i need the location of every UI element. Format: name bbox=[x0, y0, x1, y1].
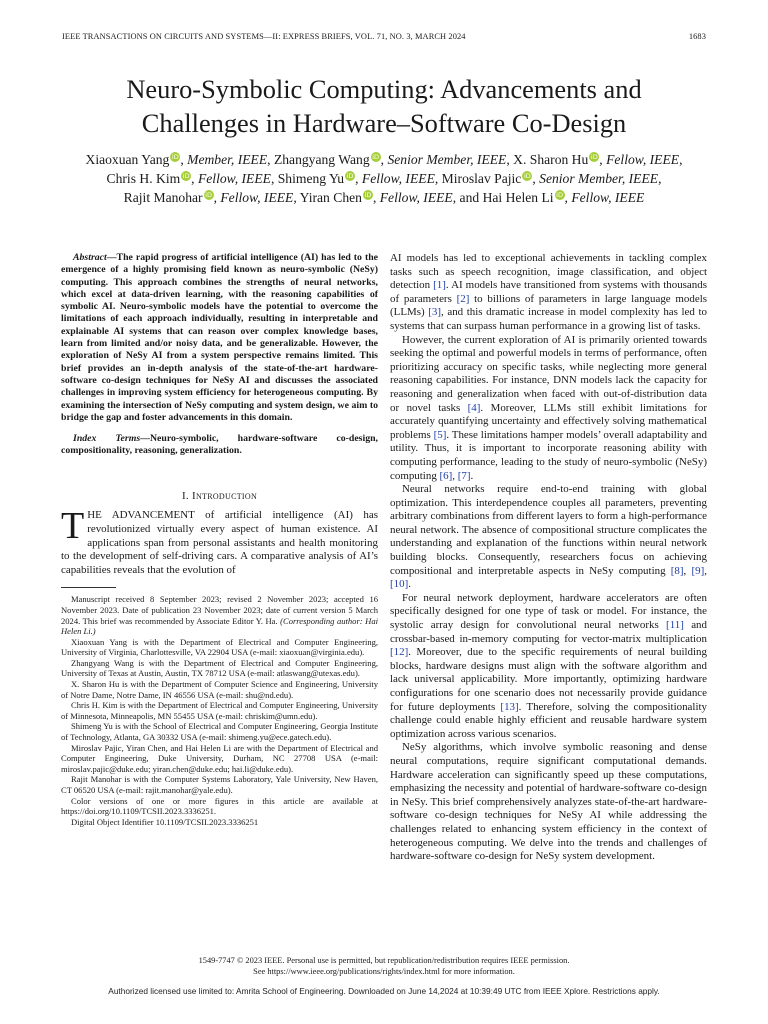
section-heading bbox=[61, 490, 378, 504]
author-name: Zhangyang Wang bbox=[273, 152, 370, 167]
footnote-affiliation: Miroslav Pajic, Yiran Chen, and Hai Helen Li are with the Department of Electrical and Computer Engineering, Duke University, Durham, NC 27708 USA (e-mail: miroslav.pajic@duke.edu; yiran.chen@duke.edu; hai.li@duke.edu). bbox=[61, 742, 378, 774]
body-text: , bbox=[452, 469, 458, 482]
author-role: Fellow, IEEE bbox=[197, 171, 271, 186]
body-text: . bbox=[408, 578, 411, 591]
corresponding-author: (Corresponding author: Hai Helen Li.) bbox=[61, 615, 378, 637]
author-role: Fellow, IEEE bbox=[606, 152, 680, 167]
footnote-affiliation: Zhangyang Wang is with the Department of Electrical and Computer Engineering, University of Texas at Austin, Austin, TX 78712 USA (e-mail: atlaswang@utexas.edu). bbox=[61, 657, 378, 679]
author-role: Fellow, IEEE bbox=[361, 171, 435, 186]
orcid-icon[interactable]: iD bbox=[182, 172, 190, 180]
citation-link[interactable]: [2] bbox=[456, 292, 470, 305]
citation-link[interactable]: [11] bbox=[666, 619, 684, 632]
footnote-affiliation: Shimeng Yu is with the School of Electrical and Computer Engineering, Georgia Institute of Technology, Atlanta, GA 30332 USA (e-mail: shimeng.yu@ece.gatech.edu). bbox=[61, 721, 378, 743]
author-name: Miroslav Pajic bbox=[441, 171, 522, 186]
author-role: Fellow, IEEE bbox=[379, 190, 453, 205]
author-name: X. Sharon Hu bbox=[513, 152, 589, 167]
left-column bbox=[61, 252, 378, 827]
body-paragraph bbox=[390, 334, 707, 484]
intro-text: HE ADVANCEMENT of artificial intelligence (AI) has revolutionized virtually every aspect of human existence. AI applications span from personal assistants and health monitoring to the development of self-driving cars. A comparative analysis of AI’s capabilities reveals that the evolution of bbox=[61, 509, 378, 576]
footnote-text: Manuscript received 8 September 2023; revised 2 November 2023; accepted 16 November 2023. Date of publication 23 November 2023; date of current version 5 March 2024. This brief was recommended by Associate Editor Y. Ha. bbox=[61, 594, 378, 626]
citation-link[interactable]: [5] bbox=[433, 428, 447, 441]
body-text: . Therefore, solving the compositionality challenge could enable highly efficient and reusable hardware system optimization across various scenarios. bbox=[390, 700, 707, 740]
citation-link[interactable]: [12] bbox=[390, 646, 409, 659]
author-role: Senior Member, IEEE bbox=[539, 171, 659, 186]
rights-link[interactable]: See https://www.ieee.org/publications/rights/index.html for more information. bbox=[253, 967, 515, 976]
orcid-icon[interactable]: iD bbox=[346, 172, 354, 180]
intro-paragraph bbox=[61, 505, 378, 577]
orcid-icon[interactable]: iD bbox=[171, 153, 179, 161]
abstract-text: —The rapid progress of artificial intelligence (AI) has led to the emergence of a highly promising field known as neuro-symbolic (NeSy) computing. This approach combines the strengths of neural networks, which excel at data-driven learning, with the reasoning capabilities of symbolic AI. Neuro-symbolic models have the potential to overcome the limitations of each approach individually, resulting in interpretable and explainable AI systems that can reason over complex knowledge bases, learn from limited and/or noisy data, and be generalizable. However, the exploration of NeSy AI from a system perspective remains limited. This brief provides an in-depth analysis of the state-of-the-art hardware-software co-design techniques for NeSy AI and discusses the associated challenges in improving system efficiency for heterogeneous computing. By examining the intersection of NeSy computing and system design, we aim to bridge the gap and foster advancements in this domain. bbox=[61, 252, 378, 423]
orcid-icon[interactable]: iD bbox=[372, 153, 380, 161]
body-paragraph bbox=[390, 252, 707, 334]
section-title: Introduction bbox=[192, 489, 258, 502]
citation-link[interactable]: [6] bbox=[439, 469, 453, 482]
citation-link[interactable]: [10] bbox=[390, 578, 409, 591]
author-name: Chris H. Kim bbox=[106, 171, 181, 186]
body-text: For neural network deployment, hardware accelerators are often specifically designed for one type of task or model. For instance, the systolic array design for convolutional neural networks bbox=[390, 591, 707, 632]
author-line-2: Chris H. Kim iD , Fellow, IEEE, Shimeng Yu iD , Fellow, IEEE, Miroslav Pajic iD , Senior Member, IEEE, bbox=[106, 171, 662, 186]
body-text: . bbox=[470, 469, 474, 482]
body-text: However, the current exploration of AI is primarily oriented towards seeking the optimal and powerful models in terms of performance, often prioritizing accuracy on specific tasks, while neglecting more general reasoning capabilities. For instance, DNN models lack the capacity for reasoning and generalization when faced with out-of-distribution data or novel tasks bbox=[390, 333, 707, 414]
section-numeral: I. bbox=[181, 489, 189, 502]
citation-link[interactable]: [13] bbox=[500, 700, 519, 713]
citation-link[interactable]: [9] bbox=[691, 564, 705, 577]
author-name: Rajit Manohar bbox=[123, 190, 203, 205]
paper-title bbox=[40, 72, 728, 140]
body-text: and crossbar-based in-memory computing for vector-matrix multiplication bbox=[390, 619, 707, 645]
orcid-icon[interactable]: iD bbox=[523, 172, 531, 180]
body-text: , and this dramatic increase in model complexity has led to systems that can surpass human performance in a growing list of tasks. bbox=[390, 306, 707, 332]
index-terms-label: Index Terms bbox=[73, 433, 141, 445]
abstract bbox=[61, 252, 378, 424]
author-name: Yiran Chen bbox=[299, 190, 362, 205]
body-paragraph: NeSy algorithms, which involve symbolic reasoning and dense neural computations, require significant computational demands. Hardware acceleration can significantly speed up these computations, emphasizing the necessity and potential of hardware-software co-design in NeSy. This brief comprehensively analyzes state-of-the-art hardware-software co-design techniques for NeSy AI while addressing the challenges related to enhancing system efficiency in the context of heterogeneous computing. We delve into the trends and challenges of hardware-software co-design for NeSy system development. bbox=[390, 741, 707, 863]
citation-link[interactable]: [4] bbox=[467, 401, 481, 414]
body-text: . Moreover, due to the specific requirements of neural building blocks, hardware designs must align with the software algorithm and lack universal applicability. More importantly, optimizing hardware configurations for one scenario does not necessarily provide guidance for future deployments bbox=[390, 646, 707, 713]
title-line-1: Neuro-Symbolic Computing: Advancements and bbox=[126, 74, 642, 104]
author-list bbox=[48, 150, 720, 207]
abstract-label: Abstract bbox=[73, 252, 107, 263]
orcid-icon[interactable]: iD bbox=[590, 153, 598, 161]
body-text: . Moreover, LLMs still exhibit limitations for accurately quantifying uncertainty and effectively solving mathematical problems bbox=[390, 401, 707, 441]
orcid-icon[interactable]: iD bbox=[205, 191, 212, 199]
body-text: . AI models have transitioned from systems with thousands of parameters bbox=[390, 279, 707, 305]
footnote-affiliation: X. Sharon Hu is with the Department of Computer Science and Engineering, University of Notre Dame, Notre Dame, IN 46556 USA (e-mail: shu@nd.edu). bbox=[61, 679, 378, 700]
author-line-1: Xiaoxuan Yang iD , Member, IEEE, Zhangyang Wang iD , Senior Member, IEEE, X. Sharon Hu iD , Fellow, IEEE, bbox=[85, 152, 683, 167]
running-header: IEEE TRANSACTIONS ON CIRCUITS AND SYSTEMS—II: EXPRESS BRIEFS, VOL. 71, NO. 3, MARCH 2024 bbox=[62, 32, 466, 41]
page-number: 1683 bbox=[688, 32, 706, 41]
license-notice: Authorized licensed use limited to: Amrita School of Engineering. Downloaded on June 14,2024 at 10:39:49 UTC from IEEE Xplore. Restrictions apply. bbox=[108, 986, 660, 996]
footnote-affiliation: Xiaoxuan Yang is with the Department of Electrical and Computer Engineering, University of Virginia, Charlottesville, VA 22904 USA (e-mail: xiaoxuan@virginia.edu). bbox=[61, 636, 378, 658]
citation-link[interactable]: [3] bbox=[428, 306, 442, 319]
author-role: Senior Member, IEEE bbox=[387, 152, 507, 167]
footnote-color-versions: Color versions of one or more figures in this article are available at https://doi.org/10.1109/TCSII.2023.3336251. bbox=[61, 795, 378, 817]
author-role: Member, IEEE bbox=[187, 152, 268, 167]
footnote-affiliation: Chris H. Kim is with the Department of Electrical and Computer Engineering, University of Minnesota, Minneapolis, MN 55455 USA (e-mail: chriskim@umn.edu). bbox=[61, 700, 378, 721]
body-text: to billions of parameters in large language models (LLMs) bbox=[390, 292, 707, 319]
orcid-icon[interactable]: iD bbox=[556, 191, 563, 199]
body-text: , bbox=[704, 564, 708, 577]
footnote-manuscript bbox=[61, 594, 378, 636]
body-text: . These limitations hamper models’ overall adaptability and utility. Thus, it is important to incorporate reasoning ability with computing performance, leading to the study of neuro-symbolic (NeSy) computing bbox=[390, 428, 707, 482]
body-text: , bbox=[683, 564, 692, 577]
body-text: Neural networks require end-to-end training with global optimization. This interdependence couples all parameters, preventing arbitrary combinations from different layers to form a high-performance neural network. The absence of compositional structure complicates the understanding and explanation of the functions within neural network building blocks. Consequently, researchers focus on achieving compositional and interpretable aspects in NeSy computing bbox=[390, 483, 707, 577]
right-column bbox=[390, 252, 707, 864]
body-paragraph bbox=[390, 592, 707, 742]
copyright-notice: 1549-7747 © 2023 IEEE. Personal use is permitted, but republication/redistribution requires IEEE permission. bbox=[198, 956, 570, 965]
body-paragraph bbox=[390, 483, 707, 592]
author-line-3: Rajit Manohar iD , Fellow, IEEE, Yiran Chen iD , Fellow, IEEE, and Hai Helen Li iD , Fellow, IEEE bbox=[123, 190, 645, 205]
author-role: Fellow, IEEE bbox=[220, 190, 294, 205]
footnote-affiliation: Rajit Manohar is with the Computer Systems Laboratory, Yale University, New Haven, CT 06520 USA (e-mail: rajit.manohar@yale.edu). bbox=[61, 774, 378, 795]
drop-cap: T bbox=[61, 505, 85, 548]
orcid-icon[interactable]: iD bbox=[364, 191, 372, 199]
author-name: Xiaoxuan Yang bbox=[85, 152, 170, 167]
footnote-doi: Digital Object Identifier 10.1109/TCSII.2023.3336251 bbox=[71, 816, 259, 827]
author-role: Fellow, IEEE bbox=[571, 190, 645, 205]
citation-link[interactable]: [8] bbox=[670, 564, 684, 577]
citation-link[interactable]: [1] bbox=[433, 279, 446, 292]
author-conjunction: and bbox=[459, 190, 480, 205]
footnote-divider bbox=[61, 587, 116, 588]
author-name: Hai Helen Li bbox=[482, 190, 554, 205]
index-terms-text: —Neuro-symbolic, hardware-software co-design, compositionality, reasoning, generalization. bbox=[61, 433, 378, 457]
body-text: AI models has led to exceptional achievements in tackling complex tasks such as speech recognition, image classification, and object detection bbox=[390, 252, 707, 292]
author-name: Shimeng Yu bbox=[277, 171, 345, 186]
index-terms bbox=[61, 433, 378, 458]
title-line-2: Challenges in Hardware–Software Co-Design bbox=[141, 108, 627, 138]
citation-link[interactable]: [7] bbox=[457, 469, 471, 482]
